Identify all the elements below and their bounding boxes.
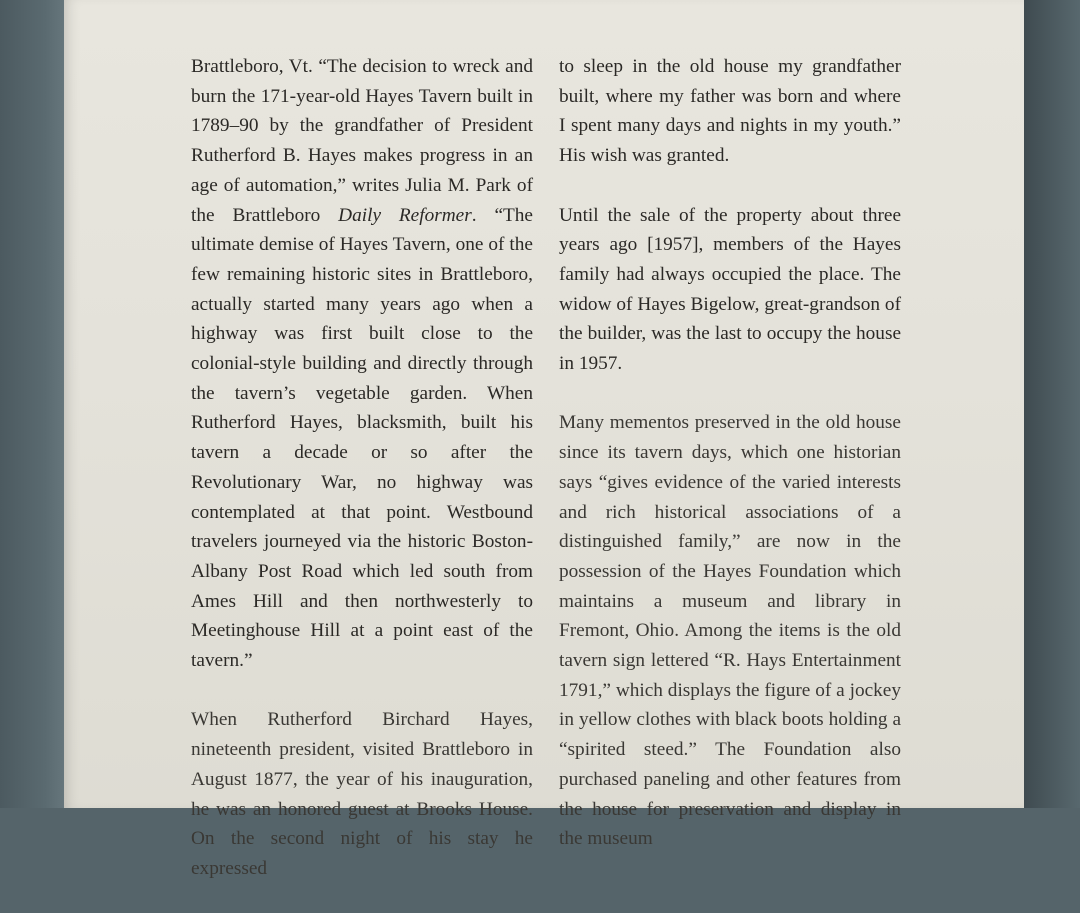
paragraph-tavern-history: Brattleboro, Vt. “The decision to wreck and burn the 171-year-old Hayes Tavern built in 1789–90 by the grandfather of President Rutherford B. Hayes makes progress in an age of automation,” writes Julia M. Park of the Brattleboro Daily Reformer. “The ultimate demise of Hayes Tavern, one of the few remaining historic sites in Brattleboro, actually started many years ago when a highway was first built close to the colonial-style building and directly through the tavern’s vegetable garden. When Rutherford Hayes, blacksmith, built his tavern a decade or so after the Revolutionary War, no highway was contemplated at that point. Westbound travelers journeyed via the historic Boston-Albany Post Road which led south from Ames Hill and then northwesterly to Meetinghouse Hill at a point east of the tavern.” (191, 56, 533, 672)
newspaper-title: Daily Reformer (338, 204, 472, 226)
paragraph-mementos: Many mementos preserved in the old house since its tavern days, which one historian says “gives evidence of the varied interests and rich historical associations of a distinguished family,” are now in the possession of the Hayes Foundation which maintains a museum and library in Fremont, Ohio. Among the items is the old tavern sign lettered “R. Hays Entertainment 1791,” which displays the figure of a jockey in yellow clothes with black boots holding a “spirited steed.” The Foundation also purchased paneling and other features from the house for preservation and display in the museum (559, 412, 901, 850)
wall-right (1024, 0, 1080, 808)
wall-left (0, 0, 64, 808)
right-text-column (559, 52, 901, 884)
paragraph-property-sale: Until the sale of the property about three years ago [1957], members of the Hayes family had always occupied the place. The widow of Hayes Bigelow, great-grandson of the builder, was the last to occupy the house in 1957. (559, 204, 901, 375)
left-text-column (191, 52, 533, 913)
paragraph-wish-granted: to sleep in the old house my grandfather built, where my father was born and where I spent many days and nights in my youth.” His wish was granted. (559, 56, 901, 167)
paragraph-president-visit: When Rutherford Birchard Hayes, nineteenth president, visited Brattleboro in August 1877, the year of his inauguration, he was an honored guest at Brooks House. On the second night of his stay he expressed (191, 709, 533, 879)
